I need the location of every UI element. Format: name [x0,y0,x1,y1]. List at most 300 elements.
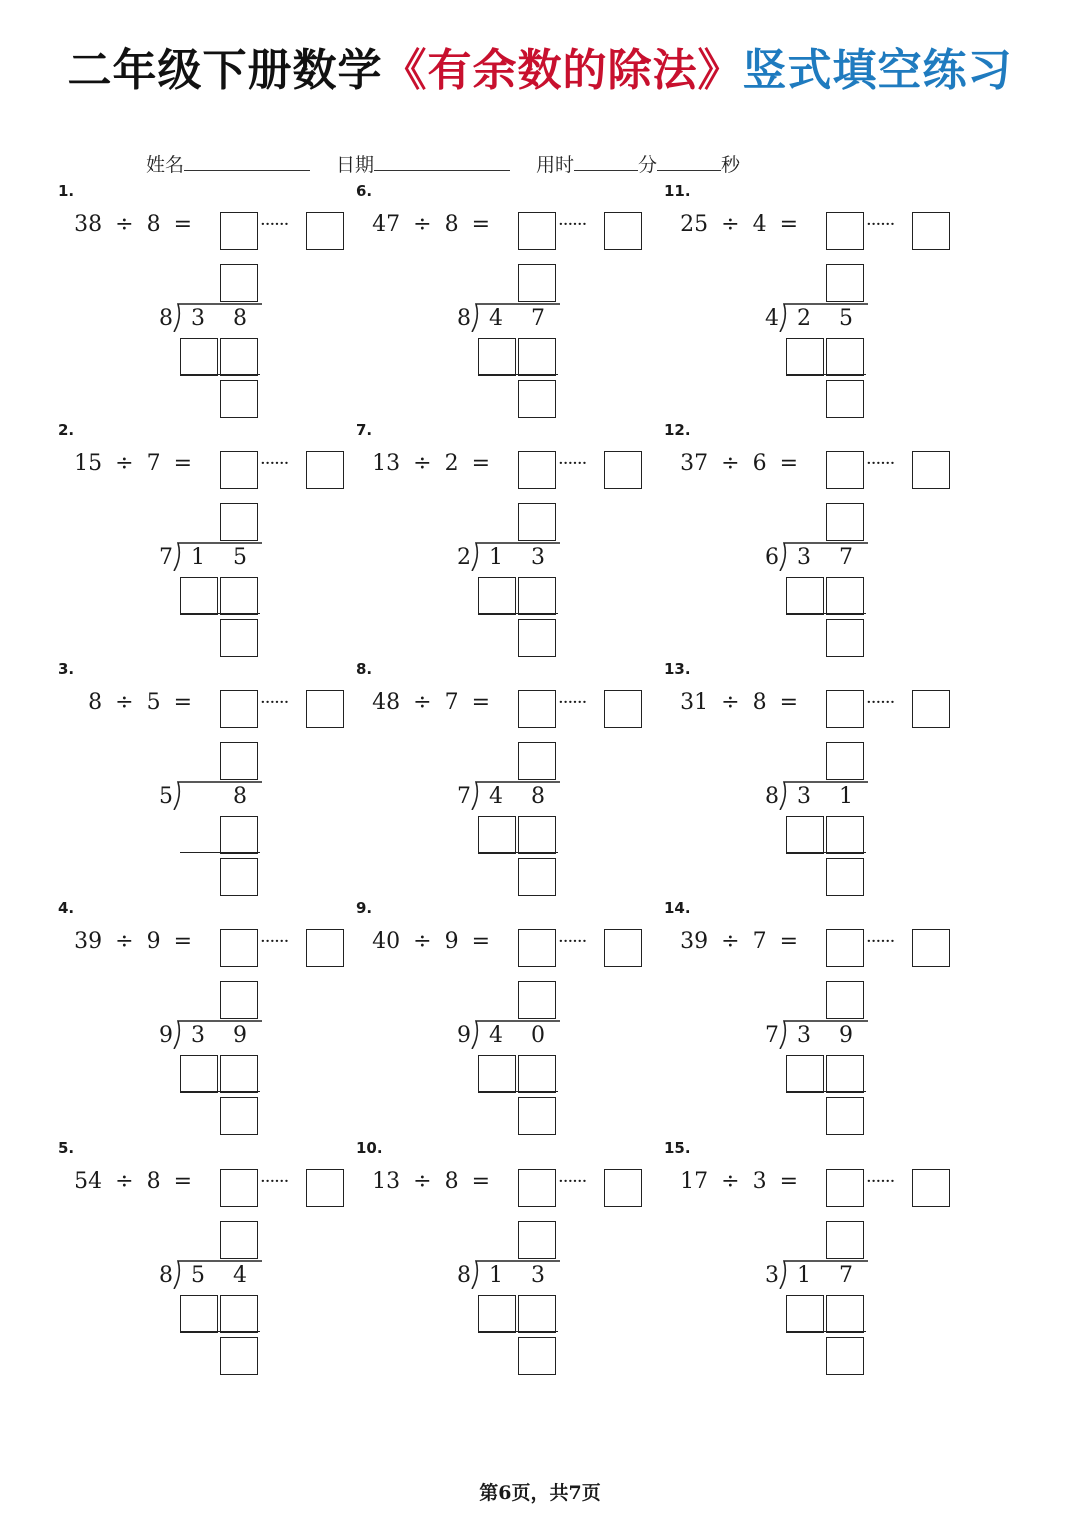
dividend-ones-digit: 1 [839,784,853,809]
division-bracket [172,1259,262,1289]
equals-sign: = [471,690,490,715]
subtraction-line [478,613,558,614]
division-problem [356,660,656,890]
product-ones-box[interactable] [220,1295,258,1333]
division-equation [88,690,192,715]
division-bracket [470,780,560,810]
subtraction-line [180,1091,260,1092]
divide-sign: ÷ [413,690,432,715]
divide-sign: ÷ [721,690,740,715]
quotient-box[interactable] [220,503,258,541]
equation-divisor: 7 [146,451,161,476]
problem-number: 5. [58,1139,75,1157]
quotient-box[interactable] [220,1221,258,1259]
equation-dividend: 17 [680,1169,709,1194]
equals-sign: = [173,451,192,476]
problem-number: 6. [356,182,373,200]
remainder-box[interactable] [826,1337,864,1375]
division-equation [680,690,798,715]
divide-sign: ÷ [721,929,740,954]
remainder-box[interactable] [220,619,258,657]
problem-number: 4. [58,899,75,917]
remainder-box[interactable] [826,858,864,896]
dividend-ones-digit: 4 [233,1263,247,1288]
quotient-answer-box[interactable] [826,212,864,250]
remainder-dots: ······ [260,214,289,235]
remainder-answer-box[interactable] [912,1169,950,1207]
equals-sign: = [173,929,192,954]
division-equation [372,1169,490,1194]
dividend-ones-digit: 7 [839,1263,853,1288]
remainder-box[interactable] [826,1097,864,1135]
equals-sign: = [173,690,192,715]
product-tens-box[interactable] [180,338,218,376]
remainder-dots: ······ [558,931,587,952]
remainder-box[interactable] [518,1097,556,1135]
remainder-dots: ······ [558,214,587,235]
divide-sign: ÷ [115,929,134,954]
equation-dividend: 25 [680,212,709,237]
product-tens-box[interactable] [478,1295,516,1333]
product-ones-box[interactable] [826,338,864,376]
quotient-answer-box[interactable] [220,451,258,489]
dividend-tens-digit: 4 [489,306,503,331]
divide-sign: ÷ [721,451,740,476]
remainder-box[interactable] [518,380,556,418]
remainder-answer-box[interactable] [306,1169,344,1207]
quotient-box[interactable] [518,742,556,780]
dividend-ones-digit: 7 [531,306,545,331]
equation-dividend: 13 [372,451,401,476]
equation-divisor: 8 [146,212,161,237]
equals-sign: = [779,1169,798,1194]
subtraction-line [786,852,866,853]
division-bracket [470,302,560,332]
equals-sign: = [471,451,490,476]
product-tens-box[interactable] [478,577,516,615]
problem-number: 9. [356,899,373,917]
quotient-answer-box[interactable] [220,1169,258,1207]
product-tens-box[interactable] [786,816,824,854]
dividend-ones-digit: 3 [531,545,545,570]
second-label: 秒 [721,154,741,176]
equation-divisor: 8 [146,1169,161,1194]
division-problem [356,1139,656,1369]
equation-dividend: 13 [372,1169,401,1194]
division-equation [680,929,798,954]
remainder-box[interactable] [518,619,556,657]
product-ones-box[interactable] [518,816,556,854]
product-tens-box[interactable] [786,577,824,615]
product-ones-box[interactable] [826,1295,864,1333]
division-bracket [778,1259,868,1289]
product-ones-box[interactable] [220,1055,258,1093]
equation-divisor: 4 [752,212,767,237]
subtraction-line [478,374,558,375]
remainder-dots: ······ [558,453,587,474]
equation-divisor: 9 [146,929,161,954]
remainder-box[interactable] [220,858,258,896]
product-ones-box[interactable] [518,1055,556,1093]
time-field[interactable] [536,150,740,177]
equation-dividend: 54 [74,1169,103,1194]
minutes-blank[interactable] [574,152,638,171]
remainder-dots: ······ [558,1171,587,1192]
division-problem [356,421,656,651]
equation-divisor: 2 [444,451,459,476]
time-label: 用时 [536,154,575,176]
division-problem [664,660,964,890]
problem-number: 1. [58,182,75,200]
quotient-answer-box[interactable] [826,451,864,489]
product-tens-box[interactable] [786,338,824,376]
equals-sign: = [471,929,490,954]
quotient-box[interactable] [826,981,864,1019]
seconds-blank[interactable] [657,152,721,171]
product-ones-box[interactable] [220,338,258,376]
product-tens-box[interactable] [180,1055,218,1093]
dividend-tens-digit: 2 [797,306,811,331]
equals-sign: = [471,1169,490,1194]
division-equation [680,451,798,476]
division-problem [664,421,964,651]
remainder-answer-box[interactable] [604,929,642,967]
remainder-dots: ······ [866,931,895,952]
divide-sign: ÷ [115,1169,134,1194]
division-bracket [470,1019,560,1049]
title-topic: 《有余数的除法》 [382,45,743,96]
equals-sign: = [173,212,192,237]
quotient-answer-box[interactable] [826,929,864,967]
division-equation [74,212,192,237]
subtraction-line [786,613,866,614]
equals-sign: = [779,690,798,715]
dividend-ones-digit: 5 [839,306,853,331]
name-label: 姓名 [146,154,185,176]
division-problem [664,899,964,1129]
dividend-ones-digit: 8 [233,306,247,331]
name-field[interactable] [146,150,310,177]
date-label: 日期 [336,154,375,176]
equation-divisor: 7 [444,690,459,715]
quotient-answer-box[interactable] [826,690,864,728]
remainder-answer-box[interactable] [912,690,950,728]
long-division-divisor: 4 [765,306,779,331]
division-equation [74,1169,192,1194]
division-bracket [778,1019,868,1049]
problem-number: 12. [664,421,691,439]
subtraction-line [180,1331,260,1332]
dividend-tens-digit: 3 [191,306,205,331]
equals-sign: = [471,212,490,237]
dividend-tens-digit: 5 [191,1263,205,1288]
dividend-tens-digit: 4 [489,1023,503,1048]
division-bracket [470,541,560,571]
equation-divisor: 3 [752,1169,767,1194]
remainder-answer-box[interactable] [306,929,344,967]
remainder-answer-box[interactable] [306,212,344,250]
remainder-dots: ······ [558,692,587,713]
equation-dividend: 31 [680,690,709,715]
name-blank[interactable] [184,152,310,171]
product-tens-box[interactable] [786,1295,824,1333]
subtraction-line [786,374,866,375]
equation-divisor: 8 [444,1169,459,1194]
equation-dividend: 39 [74,929,103,954]
product-ones-box[interactable] [518,1295,556,1333]
product-ones-box[interactable] [826,1055,864,1093]
equation-dividend: 37 [680,451,709,476]
equation-divisor: 6 [752,451,767,476]
divide-sign: ÷ [721,1169,740,1194]
division-equation [372,690,490,715]
equals-sign: = [779,929,798,954]
date-field[interactable] [336,150,510,177]
problem-number: 2. [58,421,75,439]
long-division-divisor: 7 [765,1023,779,1048]
dividend-ones-digit: 8 [531,784,545,809]
quotient-answer-box[interactable] [518,690,556,728]
long-division-divisor: 5 [159,784,173,809]
division-equation [680,212,798,237]
subtraction-line [478,1331,558,1332]
equation-dividend: 48 [372,690,401,715]
division-problem [58,660,358,890]
remainder-dots: ······ [866,1171,895,1192]
remainder-answer-box[interactable] [604,451,642,489]
divide-sign: ÷ [413,451,432,476]
product-ones-box[interactable] [518,338,556,376]
product-ones-box[interactable] [220,577,258,615]
remainder-answer-box[interactable] [604,1169,642,1207]
division-problem [664,1139,964,1369]
remainder-answer-box[interactable] [604,212,642,250]
minute-label: 分 [638,154,658,176]
long-division-divisor: 9 [457,1023,471,1048]
division-equation [74,451,192,476]
remainder-dots: ······ [866,453,895,474]
remainder-answer-box[interactable] [306,690,344,728]
remainder-answer-box[interactable] [912,212,950,250]
quotient-box[interactable] [220,264,258,302]
dividend-tens-digit: 4 [489,784,503,809]
division-bracket [778,780,868,810]
date-blank[interactable] [374,152,510,171]
division-equation [372,451,490,476]
dividend-ones-digit: 9 [233,1023,247,1048]
problem-number: 15. [664,1139,691,1157]
quotient-answer-box[interactable] [518,1169,556,1207]
product-tens-box[interactable] [478,1055,516,1093]
product-tens-box[interactable] [180,1295,218,1333]
equation-dividend: 39 [680,929,709,954]
quotient-box[interactable] [518,981,556,1019]
remainder-dots: ······ [866,214,895,235]
division-bracket [172,302,262,332]
quotient-box[interactable] [826,264,864,302]
quotient-answer-box[interactable] [518,929,556,967]
remainder-dots: ······ [260,1171,289,1192]
remainder-answer-box[interactable] [912,451,950,489]
product-tens-box[interactable] [180,577,218,615]
problem-number: 8. [356,660,373,678]
divide-sign: ÷ [115,690,134,715]
remainder-box[interactable] [826,619,864,657]
problem-number: 11. [664,182,691,200]
dividend-tens-digit: 3 [797,784,811,809]
quotient-box[interactable] [220,981,258,1019]
dividend-ones-digit: 3 [531,1263,545,1288]
division-problem [356,182,656,412]
long-division-divisor: 8 [159,306,173,331]
division-problem [58,899,358,1129]
divide-sign: ÷ [115,451,134,476]
dividend-ones-digit: 5 [233,545,247,570]
subtraction-line [180,852,260,853]
product-tens-box[interactable] [478,338,516,376]
product-ones-box[interactable] [220,816,258,854]
long-division-divisor: 8 [457,306,471,331]
dividend-tens-digit: 1 [489,1263,503,1288]
quotient-answer-box[interactable] [220,212,258,250]
remainder-box[interactable] [518,1337,556,1375]
division-problem [58,182,358,412]
remainder-box[interactable] [220,380,258,418]
quotient-box[interactable] [826,742,864,780]
quotient-box[interactable] [518,503,556,541]
dividend-tens-digit: 3 [797,545,811,570]
quotient-box[interactable] [826,503,864,541]
quotient-box[interactable] [826,1221,864,1259]
quotient-answer-box[interactable] [220,690,258,728]
remainder-box[interactable] [826,380,864,418]
dividend-ones-digit: 7 [839,545,853,570]
subtraction-line [478,852,558,853]
equation-divisor: 8 [752,690,767,715]
division-equation [372,929,490,954]
division-bracket [778,541,868,571]
title-grade: 二年级下册数学 [67,45,383,96]
subtraction-line [180,374,260,375]
product-ones-box[interactable] [826,816,864,854]
equation-dividend: 38 [74,212,103,237]
remainder-box[interactable] [220,1337,258,1375]
divide-sign: ÷ [413,1169,432,1194]
remainder-dots: ······ [866,692,895,713]
long-division-divisor: 8 [765,784,779,809]
divide-sign: ÷ [413,212,432,237]
product-ones-box[interactable] [826,577,864,615]
subtraction-line [478,1091,558,1092]
quotient-answer-box[interactable] [518,212,556,250]
problem-number: 10. [356,1139,383,1157]
long-division-divisor: 3 [765,1263,779,1288]
division-problem [58,421,358,651]
page-footer: 第6页，共7页 [479,1482,601,1504]
division-bracket [778,302,868,332]
long-division-divisor: 9 [159,1023,173,1048]
subtraction-line [180,613,260,614]
subtraction-line [786,1331,866,1332]
quotient-box[interactable] [220,742,258,780]
division-bracket [470,1259,560,1289]
equation-divisor: 5 [146,690,161,715]
division-bracket [172,541,262,571]
dividend-tens-digit: 1 [797,1263,811,1288]
division-equation [372,212,490,237]
remainder-box[interactable] [518,858,556,896]
equation-divisor: 9 [444,929,459,954]
subtraction-line [786,1091,866,1092]
remainder-dots: ······ [260,453,289,474]
remainder-answer-box[interactable] [912,929,950,967]
equation-divisor: 7 [752,929,767,954]
remainder-box[interactable] [220,1097,258,1135]
division-problem [356,899,656,1129]
division-bracket [172,780,262,810]
long-division-divisor: 7 [457,784,471,809]
product-tens-box[interactable] [478,816,516,854]
division-equation [74,929,192,954]
product-tens-box[interactable] [786,1055,824,1093]
long-division-divisor: 8 [457,1263,471,1288]
division-problem [58,1139,358,1369]
title-exercise-type: 竖式填空练习 [742,45,1013,96]
division-bracket [172,1019,262,1049]
problem-number: 13. [664,660,691,678]
quotient-answer-box[interactable] [220,929,258,967]
problem-number: 3. [58,660,75,678]
equals-sign: = [779,212,798,237]
dividend-tens-digit: 1 [191,545,205,570]
divide-sign: ÷ [413,929,432,954]
problem-number: 14. [664,899,691,917]
long-division-divisor: 6 [765,545,779,570]
quotient-box[interactable] [518,1221,556,1259]
remainder-dots: ······ [260,931,289,952]
equals-sign: = [779,451,798,476]
product-ones-box[interactable] [518,577,556,615]
equation-dividend: 40 [372,929,401,954]
divide-sign: ÷ [721,212,740,237]
worksheet-title [0,34,1080,98]
remainder-dots: ······ [260,692,289,713]
quotient-box[interactable] [518,264,556,302]
long-division-divisor: 2 [457,545,471,570]
dividend-ones-digit: 0 [531,1023,545,1048]
quotient-answer-box[interactable] [826,1169,864,1207]
dividend-ones-digit: 9 [839,1023,853,1048]
dividend-ones-digit: 8 [233,784,247,809]
dividend-tens-digit: 3 [797,1023,811,1048]
long-division-divisor: 8 [159,1263,173,1288]
remainder-answer-box[interactable] [306,451,344,489]
equals-sign: = [173,1169,192,1194]
equation-divisor: 8 [444,212,459,237]
dividend-tens-digit: 3 [191,1023,205,1048]
division-problem [664,182,964,412]
remainder-answer-box[interactable] [604,690,642,728]
problem-number: 7. [356,421,373,439]
divide-sign: ÷ [115,212,134,237]
equation-dividend: 15 [74,451,103,476]
equation-dividend: 47 [372,212,401,237]
equation-dividend: 8 [88,690,103,715]
dividend-tens-digit: 1 [489,545,503,570]
long-division-divisor: 7 [159,545,173,570]
division-equation [680,1169,798,1194]
quotient-answer-box[interactable] [518,451,556,489]
